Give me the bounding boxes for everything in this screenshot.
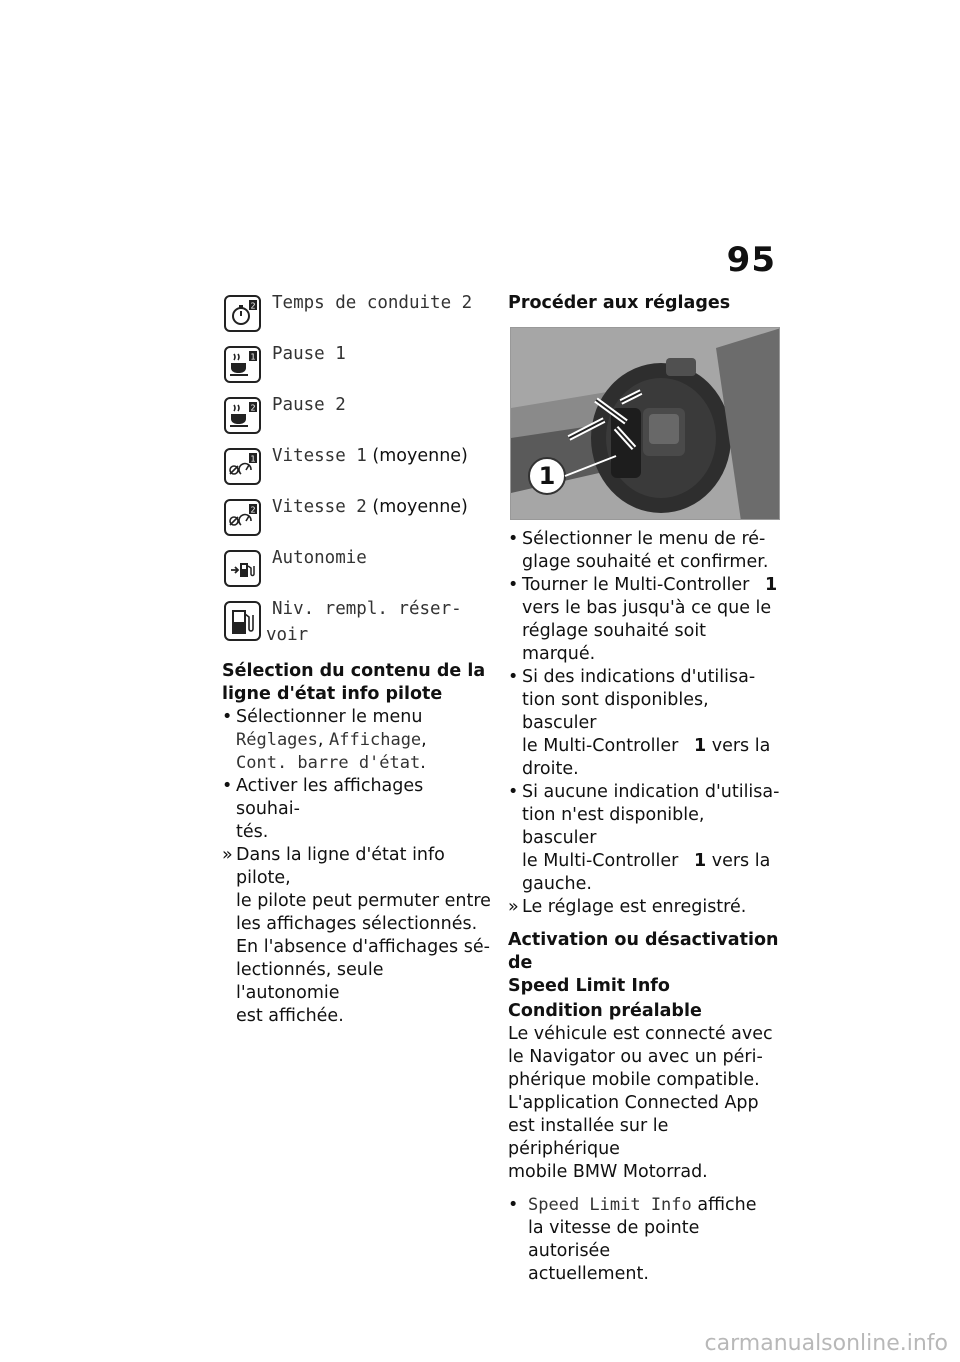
coffee-break-1-icon: [224, 346, 261, 383]
display-item-range: [222, 547, 492, 598]
list-item: • Speed Limit Info affiche la vitesse de pointe autorisée actuellement.: [508, 1194, 784, 1286]
result-item: » Dans la ligne d'état info pilote, le pilote peut permuter entre les affichages sélectionnés. En l'absence d'affichages sé- lectionnés, seule l'autonomie est affichée.: [222, 844, 492, 1028]
section-status-line: [222, 660, 492, 1028]
reference-number: 1: [693, 736, 707, 756]
menu-path: Affichage: [329, 730, 422, 750]
left-column: [222, 292, 492, 1028]
page-number: 95: [726, 240, 776, 280]
svg-text:2: 2: [250, 403, 256, 413]
reference-number: 1: [693, 851, 707, 871]
fuel-level-icon: [224, 601, 261, 641]
display-item-pause-2: [222, 394, 492, 445]
svg-text:1: 1: [250, 454, 256, 464]
svg-text:2: 2: [250, 505, 256, 515]
svg-text:2: 2: [250, 301, 256, 311]
menu-path: Cont. barre d'état: [236, 753, 421, 773]
display-item-label-row: [272, 496, 468, 518]
display-item-label: Pause 1: [272, 344, 346, 364]
multi-controller-figure: [510, 327, 780, 520]
list-item: • Si aucune indication d'utilisa- tion n'est disponible, basculer le Multi-Controller 1 vers la gauche.: [508, 781, 784, 896]
menu-path: Speed Limit Info: [528, 1195, 692, 1215]
display-item-speed-2: [222, 496, 492, 547]
average-speed-2-icon: [224, 499, 261, 536]
average-speed-1-icon: [224, 448, 261, 485]
list-item: • Activer les affichages souhai- tés.: [222, 775, 492, 844]
display-item-driving-time-2: [222, 292, 492, 343]
section-title: Activation ou désactivation de Speed Limit Info: [508, 930, 779, 996]
display-item-label: Niv. rempl. réser-: [272, 599, 462, 619]
display-item-label: Vitesse 1: [272, 446, 367, 466]
svg-text:1: 1: [250, 352, 256, 362]
list-item: • Sélectionner le menu Réglages, Affichage, Cont. barre d'état.: [222, 706, 492, 775]
reference-number: 1: [764, 575, 778, 595]
section-title: Sélection du contenu de la ligne d'état info pilote: [222, 661, 486, 704]
result-item: » Le réglage est enregistré.: [508, 896, 784, 919]
display-item-label: Vitesse 2: [272, 497, 367, 517]
right-column: [508, 290, 784, 1286]
display-item-label: Pause 2: [272, 395, 346, 415]
stopwatch-2-icon: [224, 295, 261, 332]
precondition-text: Le véhicule est connecté avec le Navigator ou avec un péri- phérique mobile compatible. L'application Connected App est installée sur le périphérique mobile BMW Motorrad.: [508, 1024, 773, 1182]
display-item-suffix: (moyenne): [372, 446, 468, 466]
range-fuel-icon: [224, 550, 261, 587]
step-list: [508, 528, 784, 919]
display-item-label: Temps de conduite 2: [272, 293, 473, 313]
display-item-suffix: (moyenne): [372, 497, 468, 517]
list-item: • Si des indications d'utilisa- tion sont disponibles, basculer le Multi-Controller 1 vers la droite.: [508, 666, 784, 781]
figure-callout: 1: [538, 462, 556, 490]
display-item-pause-1: [222, 343, 492, 394]
list-item: • Sélectionner le menu de ré- glage souhaité et confirmer.: [508, 528, 784, 574]
section-title: Procéder aux réglages: [508, 293, 731, 313]
list-item: • Tourner le Multi-Controller 1 vers le bas jusqu'à ce que le réglage souhaité soit marqué.: [508, 574, 784, 666]
step-list: [508, 1194, 784, 1286]
coffee-break-2-icon: [224, 397, 261, 434]
display-item-label: Autonomie: [272, 548, 367, 568]
precondition-title: Condition préalable: [508, 1001, 702, 1021]
display-item-speed-1: [222, 445, 492, 496]
display-item-label-block: [272, 598, 462, 620]
display-item-label-cont: voir: [266, 625, 309, 645]
display-item-label-row: [272, 445, 468, 467]
menu-path: Réglages: [236, 730, 318, 750]
handlebar-illustration: [511, 328, 780, 520]
step-list: [222, 706, 492, 1028]
watermark: carmanualsonline.info: [704, 1331, 948, 1356]
display-item-fuel-level: [222, 598, 492, 656]
